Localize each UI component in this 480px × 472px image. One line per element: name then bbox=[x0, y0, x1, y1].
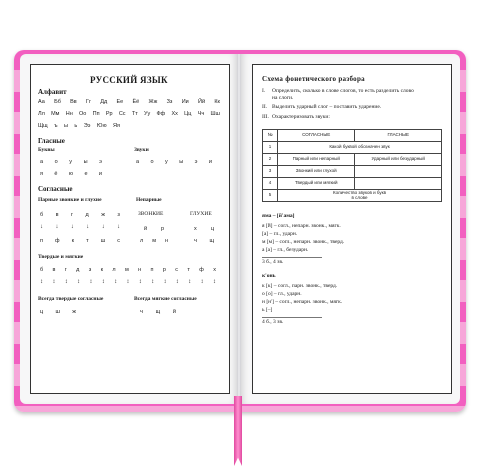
letter-cell: Сс bbox=[118, 111, 126, 117]
letter-cell: в bbox=[55, 212, 59, 218]
table-cell: 3 bbox=[263, 166, 278, 178]
letter-cell: н bbox=[138, 267, 142, 273]
unpaired-voiced-row-1 bbox=[144, 226, 164, 232]
example-2-line: ь [–] bbox=[262, 307, 273, 313]
letter-cell: ш bbox=[55, 309, 60, 315]
letter-cell: ж bbox=[101, 212, 105, 218]
letter-cell: Чч bbox=[197, 111, 205, 117]
step-1-num: I. bbox=[262, 88, 266, 94]
vowel-sounds-label: Звуки bbox=[134, 147, 149, 153]
table-row bbox=[263, 178, 442, 190]
divider bbox=[262, 317, 322, 318]
step-2-num: II. bbox=[262, 104, 268, 110]
voiced-label: ЗВОНКИЕ bbox=[138, 211, 164, 217]
example-1-line: а [а] – гл., безударн. bbox=[262, 247, 309, 253]
table-cell: Какой буквой обозначен звук bbox=[278, 142, 442, 154]
letter-cell: х bbox=[213, 267, 216, 273]
alphabet-row-3 bbox=[38, 123, 120, 129]
letter-cell: ц bbox=[210, 226, 214, 232]
letter-cell: ↕ bbox=[77, 279, 81, 285]
letter-cell: л bbox=[112, 267, 116, 273]
vowels-heading: Гласные bbox=[38, 137, 65, 145]
letter-cell: Ии bbox=[181, 99, 189, 105]
unpaired-voiced-row-2 bbox=[140, 238, 168, 244]
letter-cell: ↕ bbox=[64, 279, 68, 285]
letter-cell: Тт bbox=[131, 111, 138, 117]
letter-cell: р bbox=[162, 267, 166, 273]
step-3-text: Охарактеризовать звуки: bbox=[272, 114, 330, 120]
vowel-sounds-row bbox=[136, 159, 212, 165]
letter-cell: п bbox=[150, 267, 154, 273]
letter-cell: э bbox=[194, 159, 198, 165]
letter-cell: ↕ bbox=[212, 279, 216, 285]
letter-cell: ы bbox=[64, 123, 68, 129]
letter-cell: ↕ bbox=[175, 279, 179, 285]
letter-cell: о bbox=[54, 159, 58, 165]
paired-consonants-label: Парные звонкие и глухие bbox=[38, 197, 102, 203]
letter-cell: ж bbox=[72, 309, 76, 315]
letter-cell: й bbox=[144, 226, 148, 232]
table-row bbox=[263, 154, 442, 166]
letter-cell: а bbox=[40, 159, 44, 165]
letter-cell: я bbox=[40, 171, 43, 177]
letter-cell: щ bbox=[209, 238, 214, 244]
table-cell bbox=[355, 178, 442, 190]
letter-cell: Аа bbox=[38, 99, 45, 105]
table-cell: 2 bbox=[263, 154, 278, 166]
unpaired-voiceless-row-2 bbox=[194, 238, 214, 244]
letter-cell: ↓ bbox=[55, 224, 59, 230]
letter-cell: ↕ bbox=[200, 279, 204, 285]
step-1-text: Определить, сколько в слове слогов, то есть разделить слово bbox=[272, 88, 414, 94]
letter-cell: м bbox=[152, 238, 156, 244]
letter-cell: Юю bbox=[96, 123, 107, 129]
letter-cell: з bbox=[88, 267, 92, 273]
letter-cell: Пп bbox=[92, 111, 100, 117]
letter-cell: Мм bbox=[51, 111, 60, 117]
letter-cell: Рр bbox=[105, 111, 113, 117]
letter-cell: а bbox=[136, 159, 140, 165]
unpaired-consonants-label: Непарные bbox=[136, 197, 162, 203]
letter-cell: д bbox=[85, 212, 89, 218]
letter-cell: ы bbox=[179, 159, 184, 165]
vowel-letters-label: Буквы bbox=[38, 147, 55, 153]
example-2-word: к'онь bbox=[262, 273, 276, 279]
letter-cell: Вв bbox=[70, 99, 77, 105]
table-cell-line: в слове bbox=[351, 194, 368, 200]
example-1-summary: 3 б., 4 зв. bbox=[262, 259, 284, 265]
letter-cell: Зз bbox=[166, 99, 173, 105]
unpaired-voiceless-row-1 bbox=[194, 226, 214, 232]
letter-cell: Лл bbox=[38, 111, 45, 117]
letter-cell: Дд bbox=[100, 99, 108, 105]
letter-cell: ↕ bbox=[89, 279, 93, 285]
always-soft-row bbox=[140, 309, 176, 315]
table-cell: Парный или непарный bbox=[278, 154, 355, 166]
letter-cell: с bbox=[175, 267, 179, 273]
letter-cell: Жж bbox=[148, 99, 158, 105]
notebook-spine bbox=[237, 54, 241, 404]
example-1-word: яма – [й'ама] bbox=[262, 213, 295, 219]
letter-cell: б bbox=[40, 212, 44, 218]
voiceless-label: ГЛУХИЕ bbox=[190, 211, 212, 217]
letter-cell: ↓ bbox=[40, 224, 43, 230]
letter-cell: ф bbox=[199, 267, 204, 273]
page-title: РУССКИЙ ЯЗЫК bbox=[90, 75, 168, 85]
letter-cell: щ bbox=[155, 309, 161, 315]
letter-cell: ш bbox=[100, 238, 106, 244]
letter-cell: б bbox=[40, 267, 44, 273]
table-cell-line: Количество звуков и букв bbox=[332, 189, 387, 195]
letter-cell: г bbox=[64, 267, 67, 273]
letter-cell: х bbox=[194, 226, 197, 232]
table-row bbox=[263, 166, 442, 178]
letter-cell: ы bbox=[83, 159, 88, 165]
letter-cell: Йй bbox=[198, 99, 206, 105]
letter-cell: ъ bbox=[54, 123, 58, 129]
alphabet-heading: Алфавит bbox=[38, 88, 67, 96]
letter-cell: д bbox=[76, 267, 80, 273]
vowel-letters-row-1 bbox=[40, 159, 102, 165]
letter-cell: Щщ bbox=[38, 123, 48, 129]
letter-cell: ↓ bbox=[86, 224, 90, 230]
letter-cell: ↕ bbox=[151, 279, 155, 285]
letter-cell: Яя bbox=[113, 123, 120, 129]
table-header-cell: № bbox=[263, 130, 278, 142]
letter-cell: Цц bbox=[184, 111, 192, 117]
always-hard-label: Всегда твердые согласные bbox=[38, 296, 104, 302]
letter-cell: п bbox=[40, 238, 43, 244]
always-soft-label: Всегда мягкие согласные bbox=[134, 296, 197, 302]
hard-soft-letters-row bbox=[40, 267, 216, 273]
divider bbox=[262, 257, 322, 258]
letter-cell: ч bbox=[140, 309, 143, 315]
letter-cell: с bbox=[117, 238, 120, 244]
letter-cell: й bbox=[172, 309, 176, 315]
table-cell: 5 bbox=[263, 190, 278, 202]
letter-cell: Уу bbox=[143, 111, 151, 117]
letter-cell: ↓ bbox=[70, 224, 74, 230]
letter-cell: Фф bbox=[156, 111, 166, 117]
letter-cell: у bbox=[69, 159, 73, 165]
letter-cell: ↓ bbox=[101, 224, 105, 230]
table-row bbox=[263, 142, 442, 154]
letter-cell: к bbox=[71, 238, 75, 244]
alphabet-row-2 bbox=[38, 111, 220, 117]
consonants-heading: Согласные bbox=[38, 185, 73, 193]
letter-cell: т bbox=[187, 267, 190, 273]
letter-cell: Ёё bbox=[132, 99, 140, 105]
letter-cell: в bbox=[52, 267, 56, 273]
letter-cell: ц bbox=[40, 309, 44, 315]
table-cell: Звонкий или глухой bbox=[278, 166, 355, 178]
vowel-letters-row-2 bbox=[40, 171, 102, 177]
letter-cell: р bbox=[160, 226, 164, 232]
example-2-line: о [о] – гл., ударн. bbox=[262, 291, 302, 297]
letter-cell: ↕ bbox=[163, 279, 167, 285]
alphabet-row-1 bbox=[38, 99, 220, 105]
step-3-num: III. bbox=[262, 114, 269, 120]
step-1-text-cont: на слоги. bbox=[272, 95, 294, 101]
letter-cell: Оо bbox=[79, 111, 87, 117]
letter-cell: ↕ bbox=[101, 279, 105, 285]
letter-cell: и bbox=[208, 159, 212, 165]
hard-soft-label: Твердые и мягкие bbox=[38, 254, 84, 260]
letter-cell: ю bbox=[68, 171, 74, 177]
table-cell: 4 bbox=[263, 178, 278, 190]
letter-cell: л bbox=[140, 238, 144, 244]
letter-cell: Нн bbox=[65, 111, 73, 117]
letter-cell: е bbox=[84, 171, 88, 177]
letter-cell: ↕ bbox=[40, 279, 43, 285]
letter-cell: у bbox=[165, 159, 168, 165]
letter-cell: ↓ bbox=[116, 224, 120, 230]
phonetic-table bbox=[262, 129, 442, 202]
letter-cell: ч bbox=[194, 238, 197, 244]
letter-cell: ↕ bbox=[138, 279, 142, 285]
letter-cell: и bbox=[98, 171, 102, 177]
example-2-line: к [к] – согл., парн. звонк., тверд. bbox=[262, 283, 338, 289]
table-cell: Твердый или мягкий bbox=[278, 178, 355, 190]
letter-cell: о bbox=[150, 159, 154, 165]
letter-cell: к bbox=[100, 267, 104, 273]
table-header-cell: ГЛАСНЫЕ bbox=[355, 130, 442, 142]
table-header-cell: СОГЛАСНЫЕ bbox=[278, 130, 355, 142]
step-2-text: Выделить ударный слог – поставить ударение. bbox=[272, 104, 382, 110]
example-1-line: [а] – гл., ударн. bbox=[262, 231, 298, 237]
letter-cell: ↕ bbox=[52, 279, 56, 285]
example-1-line: м [м] – согл., непарн. звонк., тверд. bbox=[262, 239, 345, 245]
paired-voiced-row bbox=[40, 212, 120, 218]
letter-cell: ф bbox=[55, 238, 60, 244]
paired-voiceless-row bbox=[40, 238, 120, 244]
table-row bbox=[263, 190, 442, 202]
letter-cell: Кк bbox=[214, 99, 220, 105]
letter-cell: Шш bbox=[210, 111, 220, 117]
letter-cell: Гг bbox=[86, 99, 91, 105]
hard-soft-arrows-row bbox=[40, 279, 216, 285]
example-2-line: н [н'] – согл., непарн. звонк., мягк. bbox=[262, 299, 343, 305]
table-header-row bbox=[263, 130, 442, 142]
letter-cell: т bbox=[86, 238, 89, 244]
table-cell bbox=[278, 190, 442, 202]
letter-cell: Бб bbox=[54, 99, 61, 105]
example-2-summary: 4 б., 3 зв. bbox=[262, 319, 284, 325]
table-cell bbox=[355, 166, 442, 178]
letter-cell: ↕ bbox=[126, 279, 130, 285]
letter-cell: Ээ bbox=[83, 123, 91, 129]
letter-cell: ↕ bbox=[188, 279, 192, 285]
letter-cell: з bbox=[117, 212, 120, 218]
letter-cell: н bbox=[164, 238, 168, 244]
paired-arrows-row bbox=[40, 224, 120, 230]
bookmark-ribbon bbox=[234, 396, 242, 466]
letter-cell: ↕ bbox=[114, 279, 118, 285]
letter-cell: г bbox=[71, 212, 74, 218]
always-hard-row bbox=[40, 309, 76, 315]
table-cell: 1 bbox=[263, 142, 278, 154]
letter-cell: Ее bbox=[116, 99, 124, 105]
letter-cell: ь bbox=[74, 123, 78, 129]
letter-cell: м bbox=[124, 267, 129, 273]
letter-cell: э bbox=[99, 159, 102, 165]
phonetic-title: Схема фонетического разбора bbox=[262, 75, 365, 83]
example-1-line: я [й] – согл., непарн. звонк., мягк. bbox=[262, 223, 341, 229]
table-cell: Ударный или безударный bbox=[355, 154, 442, 166]
letter-cell: Хх bbox=[171, 111, 178, 117]
letter-cell: ё bbox=[54, 171, 58, 177]
